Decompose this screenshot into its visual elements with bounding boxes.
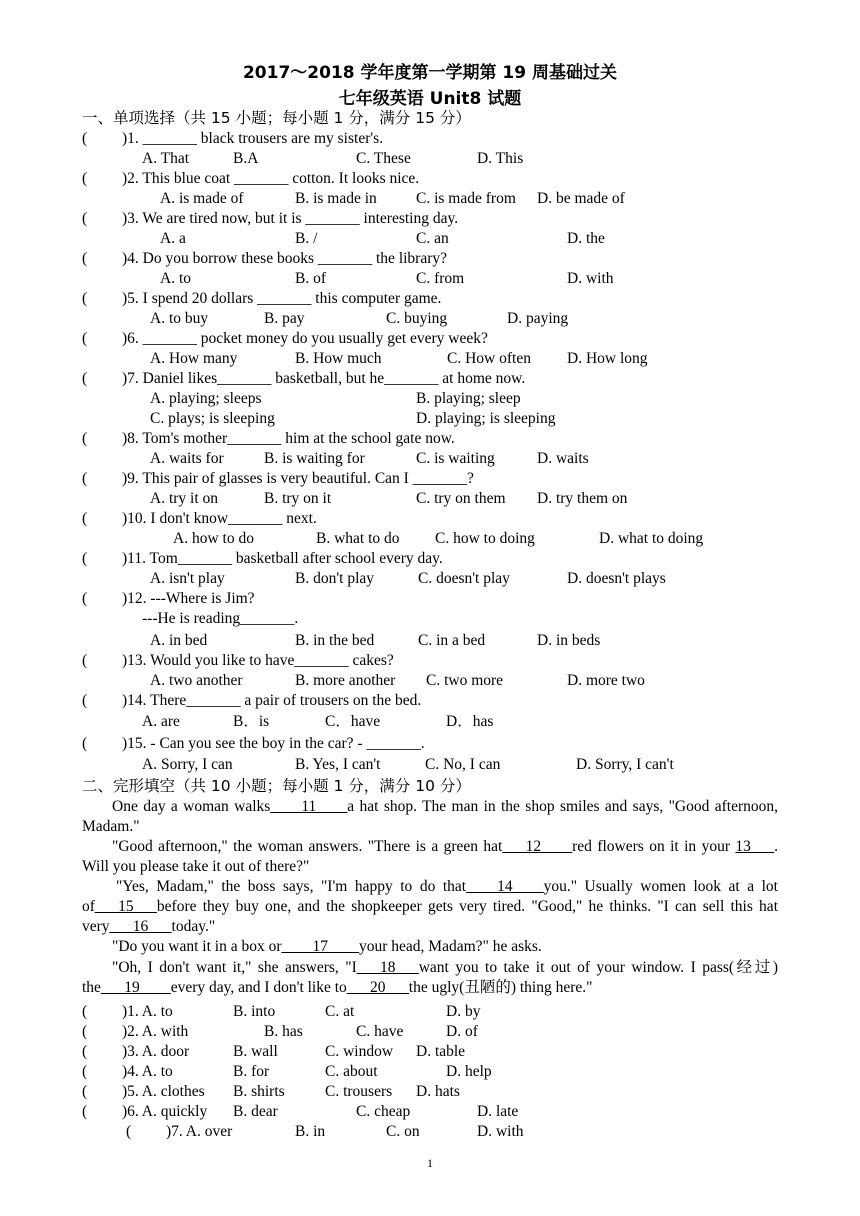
option-a[interactable]: A. in bed — [150, 632, 208, 649]
question-8 — [82, 429, 455, 449]
question-text: )4. Do you borrow these books _______ the library? — [122, 250, 448, 267]
option-d[interactable]: D. with — [567, 270, 614, 287]
option-a[interactable]: )6. A. quickly — [122, 1103, 208, 1120]
option-c[interactable]: C. window — [325, 1043, 394, 1060]
option-a[interactable]: )1. A. to — [122, 1003, 173, 1020]
option-a[interactable]: A. a — [160, 230, 186, 247]
question-text: )8. Tom's mother_______ him at the school gate now. — [122, 430, 455, 447]
cloze-answer-6 — [82, 1102, 207, 1122]
option-d[interactable]: D. doesn't plays — [567, 570, 666, 587]
option-a[interactable]: A. playing; sleeps — [150, 390, 262, 407]
option-d[interactable]: D. in beds — [537, 632, 601, 649]
option-b[interactable]: B. Yes, I can't — [295, 756, 381, 773]
option-c[interactable]: C. How often — [447, 350, 531, 367]
option-b[interactable]: B. wall — [233, 1043, 278, 1060]
option-d[interactable]: D. of — [446, 1023, 478, 1040]
answer-bracket[interactable]: ( — [82, 735, 88, 752]
option-b[interactable]: B. in the bed — [295, 632, 375, 649]
answer-bracket[interactable]: ( — [82, 1023, 88, 1040]
option-b[interactable]: B. for — [233, 1063, 270, 1080]
option-a[interactable]: )3. A. door — [122, 1043, 190, 1060]
option-c[interactable]: C. at — [325, 1003, 355, 1020]
option-a[interactable]: A. are — [142, 713, 180, 730]
option-d[interactable]: D．has — [446, 713, 494, 730]
answer-bracket[interactable]: ( — [82, 1103, 88, 1120]
option-d[interactable]: D. help — [446, 1063, 492, 1080]
option-a[interactable]: A. How many — [150, 350, 238, 367]
section2-heading: 二、完形填空（共 10 小题；每小题 1 分，满分 10 分） — [82, 777, 471, 795]
question-5 — [82, 289, 441, 309]
cloze-paragraph-4: "Do you want it in a box or____17____your head, Madam?" he asks. — [112, 938, 542, 955]
question-9 — [82, 469, 474, 489]
cloze-answer-3 — [82, 1042, 189, 1062]
option-b[interactable]: B. don't play — [295, 570, 374, 587]
answer-bracket[interactable]: ( — [82, 652, 88, 669]
question-2 — [82, 169, 419, 189]
option-d[interactable]: D. How long — [567, 350, 648, 367]
option-d[interactable]: D. late — [477, 1103, 519, 1120]
cloze-answer-4 — [82, 1062, 173, 1082]
option-c[interactable]: C. These — [356, 150, 411, 167]
option-d[interactable]: D. This — [477, 150, 524, 167]
option-b[interactable]: B. shirts — [233, 1083, 285, 1100]
question-text: )12. ---Where is Jim? — [122, 590, 255, 607]
option-b[interactable]: B．is — [233, 713, 270, 730]
question-10 — [82, 509, 317, 529]
answer-bracket[interactable]: ( — [82, 590, 88, 607]
option-b[interactable]: B. try on it — [264, 490, 332, 507]
option-c[interactable]: C. an — [416, 230, 449, 247]
option-a[interactable]: )4. A. to — [122, 1063, 173, 1080]
answer-bracket[interactable]: ( — [82, 692, 88, 709]
answer-bracket[interactable]: ( — [82, 470, 88, 487]
answer-bracket[interactable]: ( — [82, 330, 88, 347]
question-1 — [82, 129, 383, 149]
option-a[interactable]: A. Sorry, I can — [142, 756, 233, 773]
option-c[interactable]: C. No, I can — [425, 756, 501, 773]
option-c[interactable]: C. two more — [426, 672, 504, 689]
question-text: )1. _______ black trousers are my sister's. — [122, 130, 384, 147]
option-a[interactable]: A. how to do — [173, 530, 254, 547]
cloze-paragraph-1: One day a woman walks____11____a hat shop. The man in the shop smiles and says, "Good afternoon, Madam." — [82, 798, 778, 835]
answer-bracket[interactable]: ( — [82, 1043, 88, 1060]
question-text: )7. Daniel likes_______ basketball, but he_______ at home now. — [122, 370, 526, 387]
option-c[interactable]: C. cheap — [356, 1103, 411, 1120]
page-number: 1 — [427, 1156, 433, 1170]
option-b[interactable]: B. playing; sleep — [416, 390, 521, 407]
question-12 — [82, 589, 255, 609]
question-text: )14. There_______ a pair of trousers on the bed. — [122, 692, 422, 709]
cloze-paragraph-5: "Oh, I don't want it," she answers, "I___18___want you to take it out of your window. I pass(经过) the___19____every day, and I don't like to___20___the ugly(丑陋的) thing here." — [82, 959, 778, 996]
answer-bracket[interactable]: ( — [82, 250, 88, 267]
question-text: )3. We are tired now, but it is _______ interesting day. — [122, 210, 459, 227]
option-d[interactable]: D. paying — [507, 310, 569, 327]
answer-bracket[interactable]: ( — [82, 370, 88, 387]
option-c[interactable]: C. how to doing — [435, 530, 535, 547]
cloze-answer-5 — [82, 1082, 205, 1102]
option-d[interactable]: D. more two — [567, 672, 645, 689]
option-c[interactable]: C. have — [356, 1023, 404, 1040]
answer-bracket[interactable]: ( — [82, 430, 88, 447]
option-d[interactable]: D. try them on — [537, 490, 628, 507]
cloze-paragraph-3: "Yes, Madam," the boss says, "I'm happy to do that____14____you." Usually women look at a lot of___15___before they buy one, and the shopkeeper gets very tired. "Good," he thinks. "I can sell this hat very___16___today." — [82, 878, 778, 935]
cloze-answer-2 — [82, 1022, 188, 1042]
option-d[interactable]: D. what to doing — [599, 530, 704, 547]
question-text: )6. _______ pocket money do you usually get every week? — [122, 330, 488, 347]
question-text-line2: ---He is reading_______. — [142, 610, 299, 627]
answer-bracket[interactable]: ( — [82, 510, 88, 527]
answer-bracket[interactable]: ( — [82, 1063, 88, 1080]
question-text: )9. This pair of glasses is very beautiful. Can I _______? — [122, 470, 474, 487]
answer-bracket[interactable]: ( — [82, 210, 88, 227]
option-a[interactable]: )5. A. clothes — [122, 1083, 205, 1100]
option-b[interactable]: B. / — [295, 230, 318, 247]
exam-title: 2017～2018 学年度第一学期第 19 周基础过关 — [242, 63, 618, 83]
cloze-answer-7 — [126, 1122, 232, 1142]
question-4 — [82, 249, 447, 269]
option-c[interactable]: C. trousers — [325, 1083, 393, 1100]
question-15 — [82, 734, 425, 754]
question-text: )2. This blue coat _______ cotton. It looks nice. — [122, 170, 420, 187]
option-c[interactable]: C. is made from — [416, 190, 516, 207]
option-b[interactable]: B. is made in — [295, 190, 377, 207]
option-d[interactable]: D. be made of — [537, 190, 625, 207]
answer-bracket[interactable]: ( — [82, 1083, 88, 1100]
option-c[interactable]: C. from — [416, 270, 465, 287]
option-b[interactable]: B. of — [295, 270, 326, 287]
answer-bracket[interactable]: ( — [82, 290, 88, 307]
section1-heading: 一、单项选择（共 15 小题；每小题 1 分，满分 15 分） — [82, 109, 471, 127]
option-c[interactable]: C. about — [325, 1063, 378, 1080]
option-a[interactable]: )7. A. over — [166, 1123, 233, 1140]
option-d[interactable]: D. table — [416, 1043, 466, 1060]
option-a[interactable]: )2. A. with — [122, 1023, 189, 1040]
option-b[interactable]: B.A — [233, 150, 259, 167]
option-d[interactable]: D. waits — [537, 450, 589, 467]
question-11 — [82, 549, 443, 569]
answer-bracket[interactable]: ( — [126, 1123, 132, 1140]
question-text: )15. - Can you see the boy in the car? - _______. — [122, 735, 425, 752]
question-13 — [82, 651, 394, 671]
option-c[interactable]: C. on — [386, 1123, 420, 1140]
answer-bracket[interactable]: ( — [82, 170, 88, 187]
exam-subtitle: 七年级英语 Unit8 试题 — [338, 89, 522, 109]
option-a[interactable]: A. to buy — [150, 310, 209, 327]
option-d[interactable]: D. Sorry, I can't — [576, 756, 674, 773]
option-b[interactable]: B. in — [295, 1123, 326, 1140]
cloze-answer-1 — [82, 1002, 173, 1022]
answer-bracket[interactable]: ( — [82, 130, 88, 147]
option-d[interactable]: D. the — [567, 230, 605, 247]
question-text: )10. I don't know_______ next. — [122, 510, 317, 527]
option-c[interactable]: C. plays; is sleeping — [150, 410, 275, 427]
option-c[interactable]: C. buying — [386, 310, 448, 327]
question-text: )11. Tom_______ basketball after school every day. — [122, 550, 443, 567]
answer-bracket[interactable]: ( — [82, 550, 88, 567]
option-a[interactable]: A. That — [142, 150, 190, 167]
question-6 — [82, 329, 488, 349]
option-a[interactable]: A. is made of — [160, 190, 244, 207]
option-c[interactable]: C. try on them — [416, 490, 506, 507]
answer-bracket[interactable]: ( — [82, 1003, 88, 1020]
option-b[interactable]: B. more another — [295, 672, 396, 689]
option-d[interactable]: D. hats — [416, 1083, 460, 1100]
question-text: )5. I spend 20 dollars _______ this computer game. — [122, 290, 442, 307]
option-c[interactable]: C．have — [325, 713, 381, 730]
question-14 — [82, 691, 421, 711]
option-b[interactable]: B. How much — [295, 350, 382, 367]
option-c[interactable]: C. doesn't play — [418, 570, 510, 587]
option-d[interactable]: D. with — [477, 1123, 524, 1140]
option-b[interactable]: B. pay — [264, 310, 305, 327]
option-c[interactable]: C. in a bed — [418, 632, 486, 649]
option-a[interactable]: A. isn't play — [150, 570, 225, 587]
option-a[interactable]: A. to — [160, 270, 191, 287]
option-b[interactable]: B. is waiting for — [264, 450, 365, 467]
question-7 — [82, 369, 525, 389]
option-b[interactable]: B. into — [233, 1003, 276, 1020]
option-d[interactable]: D. by — [446, 1003, 481, 1020]
option-a[interactable]: A. waits for — [150, 450, 224, 467]
option-b[interactable]: B. has — [264, 1023, 303, 1040]
question-3 — [82, 209, 458, 229]
option-c[interactable]: C. is waiting — [416, 450, 495, 467]
option-b[interactable]: B. dear — [233, 1103, 278, 1120]
option-a[interactable]: A. two another — [150, 672, 243, 689]
question-text: )13. Would you like to have_______ cakes? — [122, 652, 394, 669]
option-a[interactable]: A. try it on — [150, 490, 219, 507]
cloze-paragraph-2: "Good afternoon," the woman answers. "There is a green hat___12____red flowers on it in your 13___. Will you please take it out of there?" — [82, 838, 779, 875]
option-b[interactable]: B. what to do — [316, 530, 400, 547]
option-d[interactable]: D. playing; is sleeping — [416, 410, 556, 427]
